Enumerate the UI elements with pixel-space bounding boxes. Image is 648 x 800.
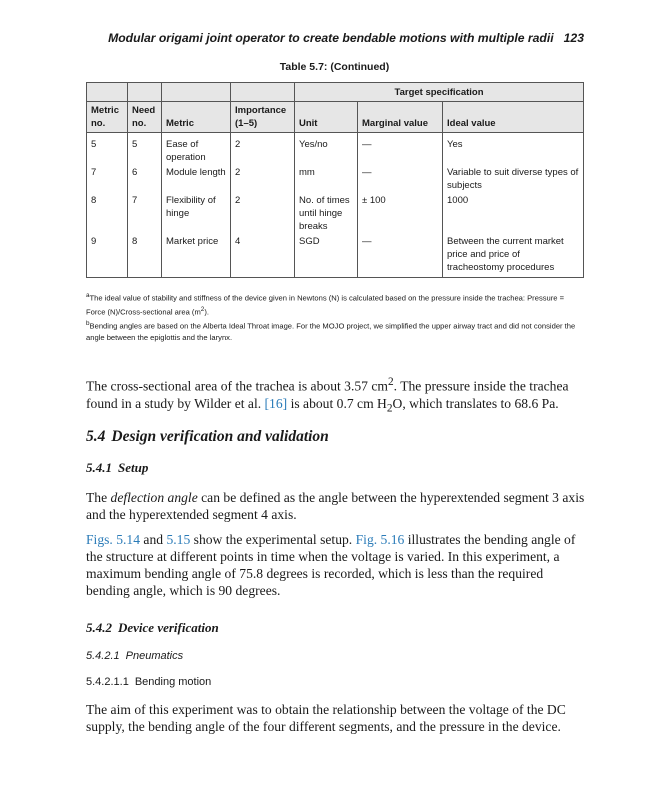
table-cell: 7 — [128, 193, 162, 234]
reference-link[interactable]: [16] — [264, 395, 288, 411]
table-cell: mm — [295, 165, 358, 193]
column-header: Metric — [162, 102, 231, 133]
paragraph-heading — [86, 676, 211, 688]
column-header: Ideal value — [443, 102, 584, 133]
subscript: 2 — [386, 402, 393, 415]
table-cell: 6 — [128, 165, 162, 193]
column-header: Metric no. — [87, 102, 128, 133]
section-title: Design verification and validation — [111, 428, 329, 445]
column-header: Marginal value — [358, 102, 443, 133]
text-run: The aim of this experiment was to obtain the relationship between the voltage of the DC supply, the bending angle of the four different segments, and the pressure in the device. — [86, 702, 566, 734]
subsubsection-title: Pneumatics — [125, 650, 184, 662]
column-header: Need no. — [128, 102, 162, 133]
footnote-text: Bending angles are based on the Alberta Ideal Throat image. For the MOJO project, we simplified the upper airway tract and did not consider the angle between the epiglottis and the larynx. — [86, 321, 576, 343]
footnote-text: The ideal value of stability and stiffness of the device given in Newtons (N) is calculated based on the pressure inside the trachea: Pressure = Force (N)/Cross-sectional area (m — [86, 293, 565, 317]
text-run: O, which translates to 68.6 Pa. — [392, 395, 559, 411]
table-cell: 7 — [87, 165, 128, 193]
running-head — [88, 31, 584, 45]
figure-link[interactable]: Figs. 5.14 — [86, 532, 141, 547]
paragraph-experimental-setup — [86, 531, 586, 599]
text-run: can be defined as the angle between the hyperextended segment 3 axis and the hyperextended segment 4 axis. — [86, 490, 585, 522]
figure-link[interactable]: Fig. 5.16 — [355, 532, 405, 547]
table-caption: Table 5.7: (Continued) — [279, 61, 390, 73]
column-header: Unit — [295, 102, 358, 133]
table-row — [87, 234, 584, 278]
table-header-row — [87, 102, 584, 133]
footnote-a — [86, 290, 583, 318]
table-cell: 8 — [128, 234, 162, 278]
section-number: 5.4 — [86, 428, 106, 445]
table-cell: Yes — [443, 133, 584, 166]
table-cell: 5 — [87, 133, 128, 166]
text-run: . The pressure inside the trachea found in a study by Wilder et al. — [86, 378, 569, 411]
figure-link[interactable]: 5.15 — [166, 532, 191, 547]
subsubsection-heading — [86, 650, 183, 662]
column-header: Importance (1–5) — [231, 102, 295, 133]
paragraph-trachea — [86, 374, 586, 417]
table-cell: 2 — [231, 133, 295, 166]
text-run: The cross-sectional area of the trachea is about 3.57 cm — [86, 378, 388, 394]
table-cell: — — [358, 234, 443, 278]
text-run: and — [140, 532, 167, 547]
table-footnotes — [86, 290, 583, 344]
superscript: 2 — [387, 376, 394, 388]
table-cell: Flexibility of hinge — [162, 193, 231, 234]
paragraph-aim — [86, 701, 586, 735]
table-cell: SGD — [295, 234, 358, 278]
table-cell: No. of times until hinge breaks — [295, 193, 358, 234]
table-cell: — — [358, 165, 443, 193]
table-cell: 5 — [128, 133, 162, 166]
table-cell: 8 — [87, 193, 128, 234]
subsection-title: Setup — [118, 460, 149, 475]
table-cell: 2 — [231, 165, 295, 193]
table-cell: 2 — [231, 193, 295, 234]
table-cell: 4 — [231, 234, 295, 278]
text-run: show the experimental setup. — [190, 532, 356, 547]
paragraph-deflection-angle — [86, 489, 586, 523]
table-cell: 9 — [87, 234, 128, 278]
subsection-number: 5.4.2 — [86, 620, 112, 635]
table-cell: Variable to suit diverse types of subjects — [443, 165, 584, 193]
page-number: 123 — [563, 31, 584, 45]
footnote-text: ). — [204, 307, 209, 317]
table-cell: 1000 — [443, 193, 584, 234]
paragraph-heading-title: Bending motion — [134, 676, 212, 688]
text-run: illustrates the bending angle of the structure at different points in time when the voltage is varied. In this experiment, a maximum bending angle of 75.8 degrees is recorded, which is less than the required bending angle, which is 90 degrees. — [86, 532, 576, 598]
footnote-mark: b — [86, 320, 90, 328]
table-super-header: Target specification — [295, 83, 584, 102]
table-row — [87, 193, 584, 234]
paragraph-heading-number: 5.4.2.1.1 — [86, 676, 129, 688]
text-run: is about 0.7 cm H — [287, 395, 387, 411]
text-run: The — [86, 490, 111, 505]
table-cell: Market price — [162, 234, 231, 278]
target-spec-table — [86, 82, 584, 278]
subsection-heading-device-verification — [86, 620, 219, 636]
section-heading — [86, 428, 329, 446]
subsection-number: 5.4.1 — [86, 460, 112, 475]
superscript: 2 — [200, 306, 205, 314]
subsection-title: Device verification — [118, 620, 219, 635]
table-cell: Yes/no — [295, 133, 358, 166]
table-row — [87, 165, 584, 193]
footnote-b — [86, 318, 583, 344]
table-cell: Module length — [162, 165, 231, 193]
emphasis: deflection angle — [110, 490, 198, 505]
table-cell: ± 100 — [358, 193, 443, 234]
table-row — [87, 133, 584, 166]
running-head-title: Modular origami joint operator to create bendable motions with multiple radii — [108, 31, 554, 45]
table-cell: Ease of operation — [162, 133, 231, 166]
table-cell: Between the current market price and price of tracheostomy procedures — [443, 234, 584, 278]
footnote-mark: a — [86, 292, 90, 299]
subsubsection-number: 5.4.2.1 — [86, 650, 120, 662]
table-super-header-row — [87, 83, 584, 102]
subsection-heading-setup — [86, 460, 148, 476]
table-cell: — — [358, 133, 443, 166]
